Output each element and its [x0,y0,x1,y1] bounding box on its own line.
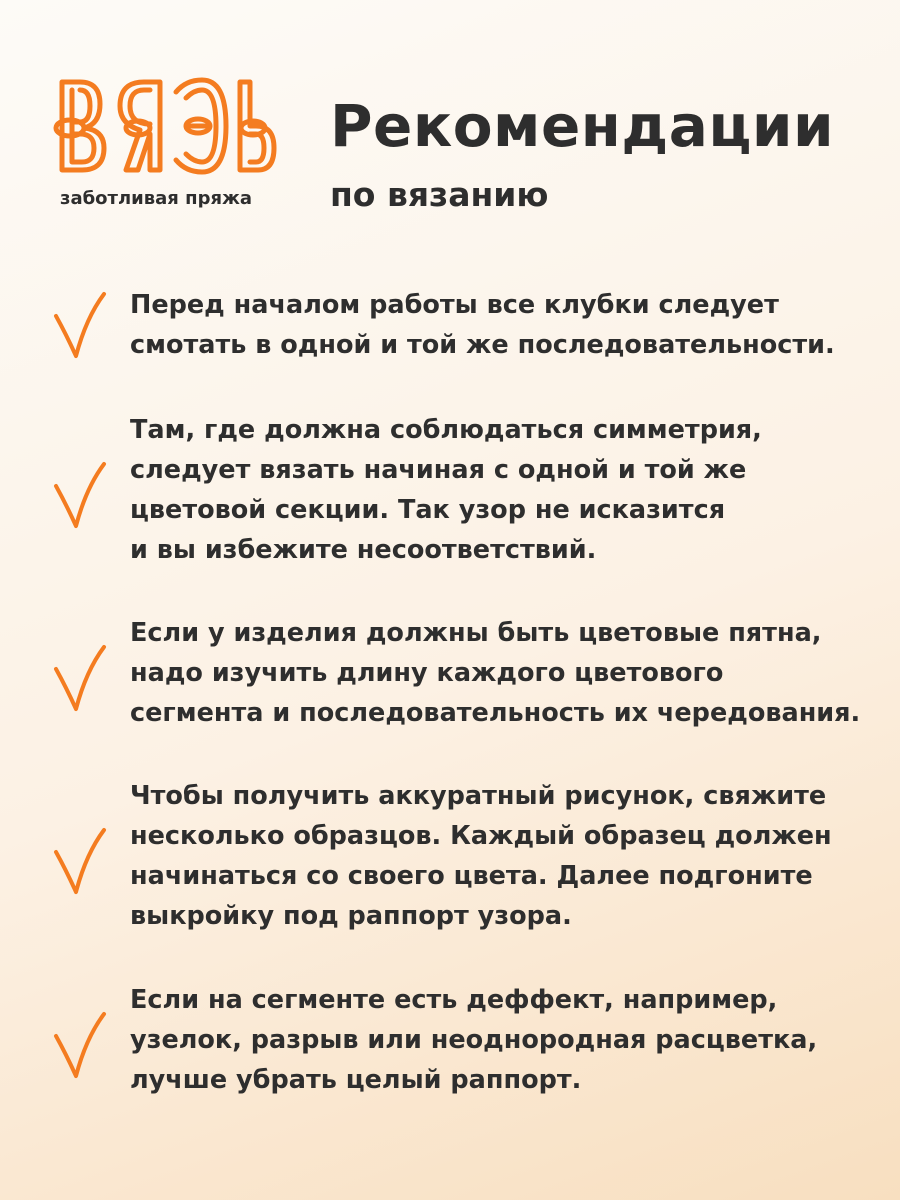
brand-tagline: заботливая пряжа [60,188,253,209]
tip-line: и вы избежите несоответствий. [130,535,597,565]
tip-line: Перед началом работы все клубки следует [130,290,779,320]
tip-line: начинаться со своего цвета. Далее подгоните [130,861,813,891]
tip-line: сегмента и последовательность их чередования. [130,698,861,728]
tip-text [130,980,870,1100]
page-subtitle: по вязанию [330,175,549,214]
tip-line: смотать в одной и той же последовательности. [130,330,835,360]
tip-text [130,613,870,733]
tip-line: несколько образцов. Каждый образец должен [130,821,832,851]
tip-text [130,410,870,570]
tip-line: надо изучить длину каждого цветового [130,658,724,688]
yarn-logo-icon [48,68,278,188]
check-icon [52,826,108,896]
brand-logo [48,68,278,218]
tip-line: Там, где должна соблюдаться симметрия, [130,415,762,445]
tip-line: Чтобы получить аккуратный рисунок, свяжите [130,781,827,811]
tip-text [130,776,870,936]
tip-line: Если у изделия должны быть цветовые пятна, [130,618,822,648]
tip-line: следует вязать начиная с одной и той же [130,455,747,485]
check-icon [52,290,108,360]
check-icon [52,1010,108,1080]
tip-line: выкройку под раппорт узора. [130,901,572,931]
tip-text [130,285,870,365]
tip-line: Если на сегменте есть деффект, например, [130,985,778,1015]
tip-line: узелок, разрыв или неоднородная расцветка, [130,1025,818,1055]
tip-line: цветовой секции. Так узор не исказится [130,495,726,525]
check-icon [52,643,108,713]
tip-line: лучше убрать целый раппорт. [130,1065,582,1095]
page-title: Рекомендации [330,92,835,160]
check-icon [52,460,108,530]
